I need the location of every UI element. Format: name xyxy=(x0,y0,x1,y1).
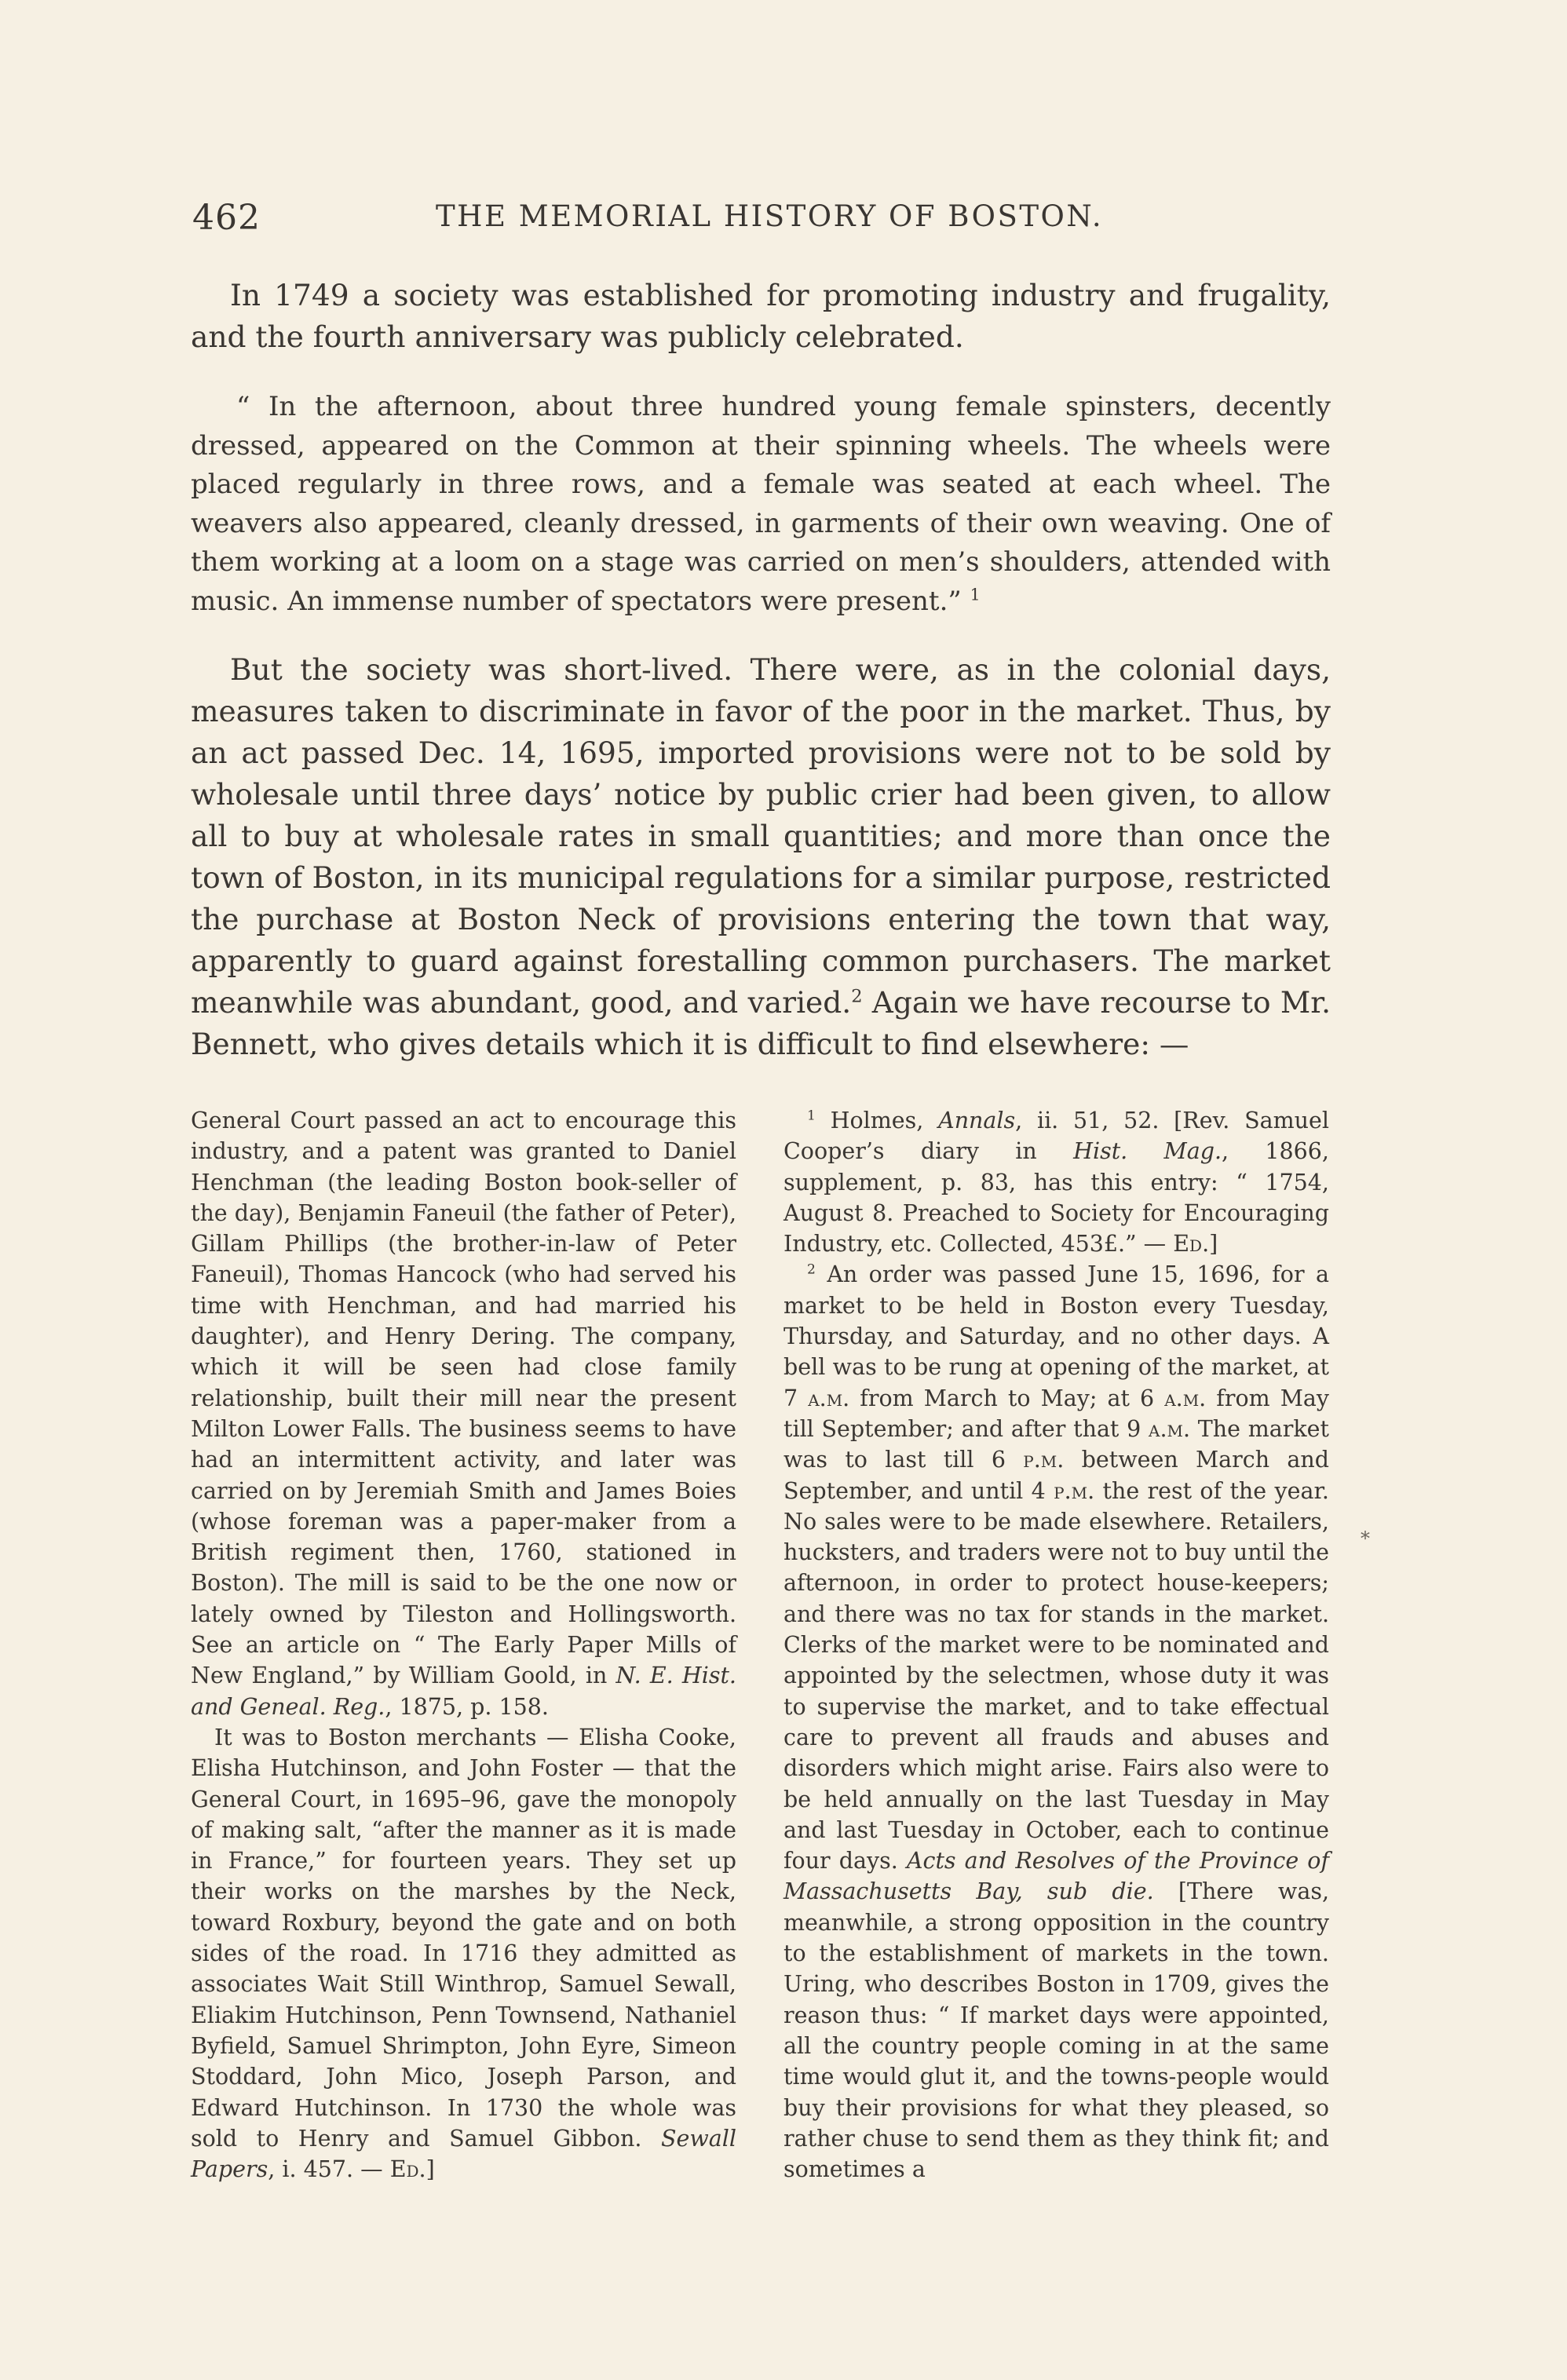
footnote-text: Holmes, xyxy=(815,1108,939,1133)
footnote-2 xyxy=(784,1259,1329,2185)
footnote-number: 2 xyxy=(807,1261,816,1278)
time-mark: a.m. xyxy=(808,1385,850,1411)
editor-mark: Ed. xyxy=(389,2156,426,2183)
citation: Acts and Resolves of the Province of Massachusetts Bay, sub die. xyxy=(784,1848,1329,1905)
paragraph-intro xyxy=(191,275,1331,358)
footnote-number: 1 xyxy=(807,1108,816,1124)
footnotes-left-column xyxy=(191,1105,736,2185)
footnote-text: General Court passed an act to encourage this industry, and a patent was granted to Daniel Henchman (the leading Boston book-seller of the day), Benjamin Faneuil (the father of Peter), Gillam Phillips (the brother-in-law of Peter Faneuil), Thomas Hancock (who had served his time with Henchman, and had married his daughter), and Henry Dering. The company, which it will be seen had close family relationship, built their mill near the present Milton Lower Falls. The business seems to have had an intermittent activity, and later was carried on by Jeremiah Smith and James Boies (whose foreman was a paper-maker from a British regiment then, 1760, stationed in Boston). The mill is said to be the one now or lately owned by Tileston and Hollingsworth. See an article on “ The Early Paper Mills of New England,” by William Goold, in xyxy=(191,1108,736,1689)
footnote-text: from May till September; and after that 9 xyxy=(784,1385,1329,1442)
citation: Annals xyxy=(938,1108,1016,1133)
footnote-ref-1: 1 xyxy=(970,585,981,604)
running-head: THE MEMORIAL HISTORY OF BOSTON. xyxy=(436,199,1104,233)
paragraph-intro-text: In 1749 a society was established for promoting industry and frugality, and the fourth anniversary was publicly celebrated. xyxy=(191,278,1331,354)
time-mark: p.m. xyxy=(1054,1477,1095,1504)
market-text-b: Again we have recourse to Mr. Bennett, who gives details which it is difficult to find elsewhere: — xyxy=(191,985,1331,1061)
paragraph-market-text xyxy=(191,649,1331,1065)
page-number: 462 xyxy=(192,198,261,238)
footnote-text: , 1875, p. 158. xyxy=(385,1693,549,1720)
footnote-text: , ii. 51, 52. [Rev. Samuel Cooper’s diary in xyxy=(784,1108,1329,1165)
footnote-text: [There was, meanwhile, a strong opposition in the country to the establishment of markets in the town. Uring, who describes Boston in 1709, gives the reason thus: “ If market days were appointed, all the country people coming in at the same time would glut it, and the towns-people would buy their provisions for what they pleased, so rather chuse to send them as they think fit; and sometimes a xyxy=(784,1878,1329,2183)
time-mark: a.m. xyxy=(1164,1385,1207,1411)
time-mark: a.m. xyxy=(1149,1415,1191,1442)
footnote-text: from March to May; at 6 xyxy=(849,1385,1165,1411)
footnote-text: ] xyxy=(426,2156,435,2183)
footnote-text: An order was passed June 15, 1696, for a market to be held in Boston every Tuesday, Thursday, and Saturday, and no other days. A bell was to be rung at opening of the market, at 7 xyxy=(784,1261,1329,1411)
editor-mark: Ed. xyxy=(1173,1231,1210,1258)
block-quote-text xyxy=(191,388,1331,621)
citation: Sewall Papers xyxy=(191,2125,736,2183)
footnote-text: ] xyxy=(1209,1231,1218,1258)
margin-mark: * xyxy=(1361,1528,1370,1550)
citation: N. E. Hist. and Geneal. Reg. xyxy=(191,1663,736,1720)
citation: Hist. Mag. xyxy=(1073,1138,1222,1165)
block-quote xyxy=(191,388,1331,621)
paragraph-market xyxy=(191,649,1331,1065)
footnote-ref-2: 2 xyxy=(851,986,863,1007)
footnote-text: The market was to last till 6 xyxy=(784,1415,1329,1473)
footnote-text: It was to Boston merchants — Elisha Cooke, Elisha Hutchinson, and John Foster — that the General Court, in 1695–96, gave the monopoly of making salt, “after the manner as it is made in France,” for fourteen years. They set up their works on the marshes by the Neck, toward Roxbury, beyond the gate and on both sides of the road. In 1716 they admitted as associates Wait Still Winthrop, Samuel Sewall, Eliakim Hutchinson, Penn Townsend, Nathaniel Byfield, Samuel Shrimpton, John Eyre, Simeon Stoddard, John Mico, Joseph Parson, and Edward Hutchinson. In 1730 the whole was sold to Henry and Samuel Gibbon. xyxy=(191,1724,736,2152)
footnote-text: the rest of the year. No sales were to be made elsewhere. Retailers, hucksters, and traders were not to buy until the afternoon, in order to protect house-keepers; and there was no tax for stands in the market. Clerks of the market were to be nominated and appointed by the selectmen, whose duty it was to supervise the market, and to take effectual care to prevent all frauds and abuses and disorders which might arise. Fairs also were to be held annually on the last Tuesday in May and last Tuesday in October, each to continue four days. xyxy=(784,1477,1329,1874)
footnote-continued xyxy=(191,1105,736,1722)
footnote-text: between March and September, and until 4 xyxy=(784,1447,1329,1504)
time-mark: p.m. xyxy=(1023,1447,1065,1473)
footnote-text: , i. 457. — xyxy=(268,2156,390,2183)
footnote-1 xyxy=(784,1105,1329,1259)
footnote-salt xyxy=(191,1722,736,2185)
market-text-a: But the society was short-lived. There were, as in the colonial days, measures taken to discriminate in favor of the poor in the market. Thus, by an act passed Dec. 14, 1695, imported provisions were not to be sold by wholesale until three days’ notice by public crier had been given, to allow all to buy at wholesale rates in small quantities; and more than once the town of Boston, in its municipal regulations for a similar purpose, restricted the purchase at Boston Neck of provisions entering the town that way, apparently to guard against forestalling common purchasers. The market meanwhile was abundant, good, and varied. xyxy=(191,652,1331,1020)
quote-text: “ In the afternoon, about three hundred young female spinsters, decently dressed, appeared on the Common at their spinning wheels. The wheels were placed regularly in three rows, and a female was seated at each wheel. The weavers also appeared, cleanly dressed, in garments of their own weaving. One of them working at a loom on a stage was carried on men’s shoulders, attended with music. An immense number of spectators were present.” xyxy=(191,391,1331,617)
footnotes-right-column xyxy=(784,1105,1329,2185)
footnote-text: , 1866, supplement, p. 83, has this entry: “ 1754, August 8. Preached to Society for Encouraging Industry, etc. Collected, 453£.” — xyxy=(784,1138,1329,1258)
